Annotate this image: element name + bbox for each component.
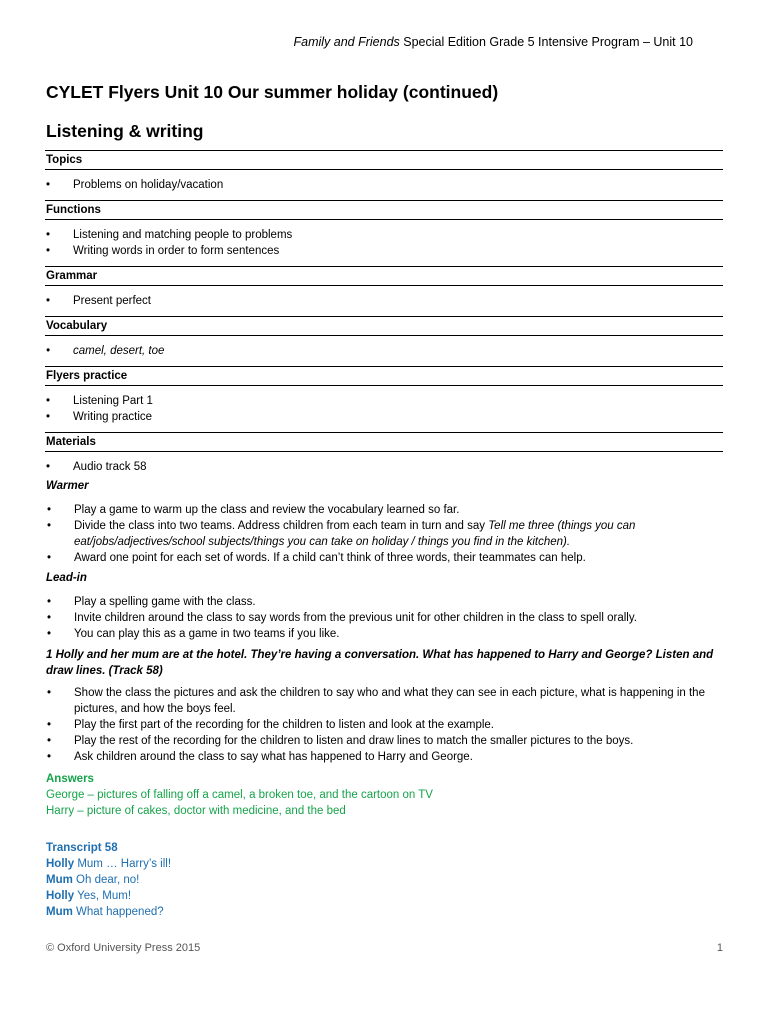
list-item: • camel, desert, toe [45, 343, 723, 359]
list-item: • Play a game to warm up the class and review the vocabulary learned so far. [46, 502, 722, 518]
list-item: • Present perfect [45, 293, 723, 309]
lesson-overview [45, 150, 723, 482]
warmer-item-italic: Tell me three (things you can eat/jobs/adjectives/school subjects/things you can take on holiday / things you find in the kitchen). [74, 520, 636, 548]
topics-heading: Topics [45, 150, 723, 170]
transcript-line [46, 872, 722, 888]
utterance: What happened? [72, 906, 164, 918]
copyright: © Oxford University Press 2015 [46, 942, 201, 954]
list-item: • Audio track 58 [45, 459, 723, 475]
speaker: Holly [46, 890, 75, 902]
list-item: • You can play this as a game in two teams if you like. [46, 626, 722, 642]
series-name: Family and Friends [293, 35, 400, 49]
list-item: • Show the class the pictures and ask the children to say who and what they can see in each picture, what is happening in the pictures, and how the boys feel. [46, 685, 722, 717]
answer-line: Harry – picture of cakes, doctor with medicine, and the bed [46, 805, 346, 817]
leadin-heading: Lead-in [46, 572, 87, 584]
speaker: Mum [46, 906, 73, 918]
functions-body [45, 220, 723, 266]
materials-heading: Materials [45, 432, 723, 452]
flyers-practice-body [45, 386, 723, 432]
warmer-section [46, 478, 722, 566]
flyers-practice-heading: Flyers practice [45, 366, 723, 386]
list-item: • Writing practice [45, 409, 723, 425]
vocabulary-body [45, 336, 723, 366]
list-item: • Listening and matching people to problems [45, 227, 723, 243]
utterance: Mum … Harry’s ill! [74, 858, 172, 870]
list-item: • Play the first part of the recording for the children to listen and look at the example. [46, 717, 722, 733]
utterance: Oh dear, no! [72, 874, 140, 886]
exercise-heading: 1 Holly and her mum are at the hotel. They’re having a conversation. What has happened to Harry and George? Listen and draw lines. (Track 58) [46, 649, 714, 677]
warmer-heading: Warmer [46, 480, 89, 492]
transcript-section [46, 840, 722, 920]
utterance: Yes, Mum! [74, 890, 132, 902]
transcript-line [46, 904, 722, 920]
functions-heading: Functions [45, 200, 723, 220]
header-rest: Special Edition Grade 5 Intensive Program – Unit 10 [399, 35, 693, 49]
section-subtitle: Listening & writing [46, 121, 204, 141]
list-item: • Writing words in order to form sentences [45, 243, 723, 259]
list-item: • Invite children around the class to say words from the previous unit for other children in the class to spell orally. [46, 610, 722, 626]
transcript-heading: Transcript 58 [46, 842, 118, 854]
transcript-line [46, 856, 722, 872]
list-item: • Ask children around the class to say what has happened to Harry and George. [46, 749, 722, 765]
transcript-line [46, 888, 722, 904]
list-item: • Problems on holiday/vacation [45, 177, 723, 193]
warmer-item-plain: Divide the class into two teams. Address children from each team in turn and say [74, 520, 489, 532]
speaker: Mum [46, 874, 73, 886]
list-item: • Listening Part 1 [45, 393, 723, 409]
list-item: • Play the rest of the recording for the children to listen and draw lines to match the smaller pictures to the boys. [46, 733, 722, 749]
list-item: • Play a spelling game with the class. [46, 594, 722, 610]
vocabulary-heading: Vocabulary [45, 316, 723, 336]
grammar-body [45, 286, 723, 316]
list-item [46, 518, 722, 550]
page-header [293, 35, 693, 49]
list-item: • Award one point for each set of words. If a child can’t think of three words, their teammates can help. [46, 550, 722, 566]
answers-heading: Answers [46, 773, 94, 785]
leadin-section [46, 570, 722, 642]
grammar-heading: Grammar [45, 266, 723, 286]
page-title: CYLET Flyers Unit 10 Our summer holiday (continued) [46, 82, 499, 102]
answers-section [46, 771, 722, 819]
topics-body [45, 170, 723, 200]
answer-line: George – pictures of falling off a camel, a broken toe, and the cartoon on TV [46, 789, 433, 801]
page-number: 1 [716, 942, 723, 954]
speaker: Holly [46, 858, 75, 870]
exercise-section [46, 647, 722, 765]
